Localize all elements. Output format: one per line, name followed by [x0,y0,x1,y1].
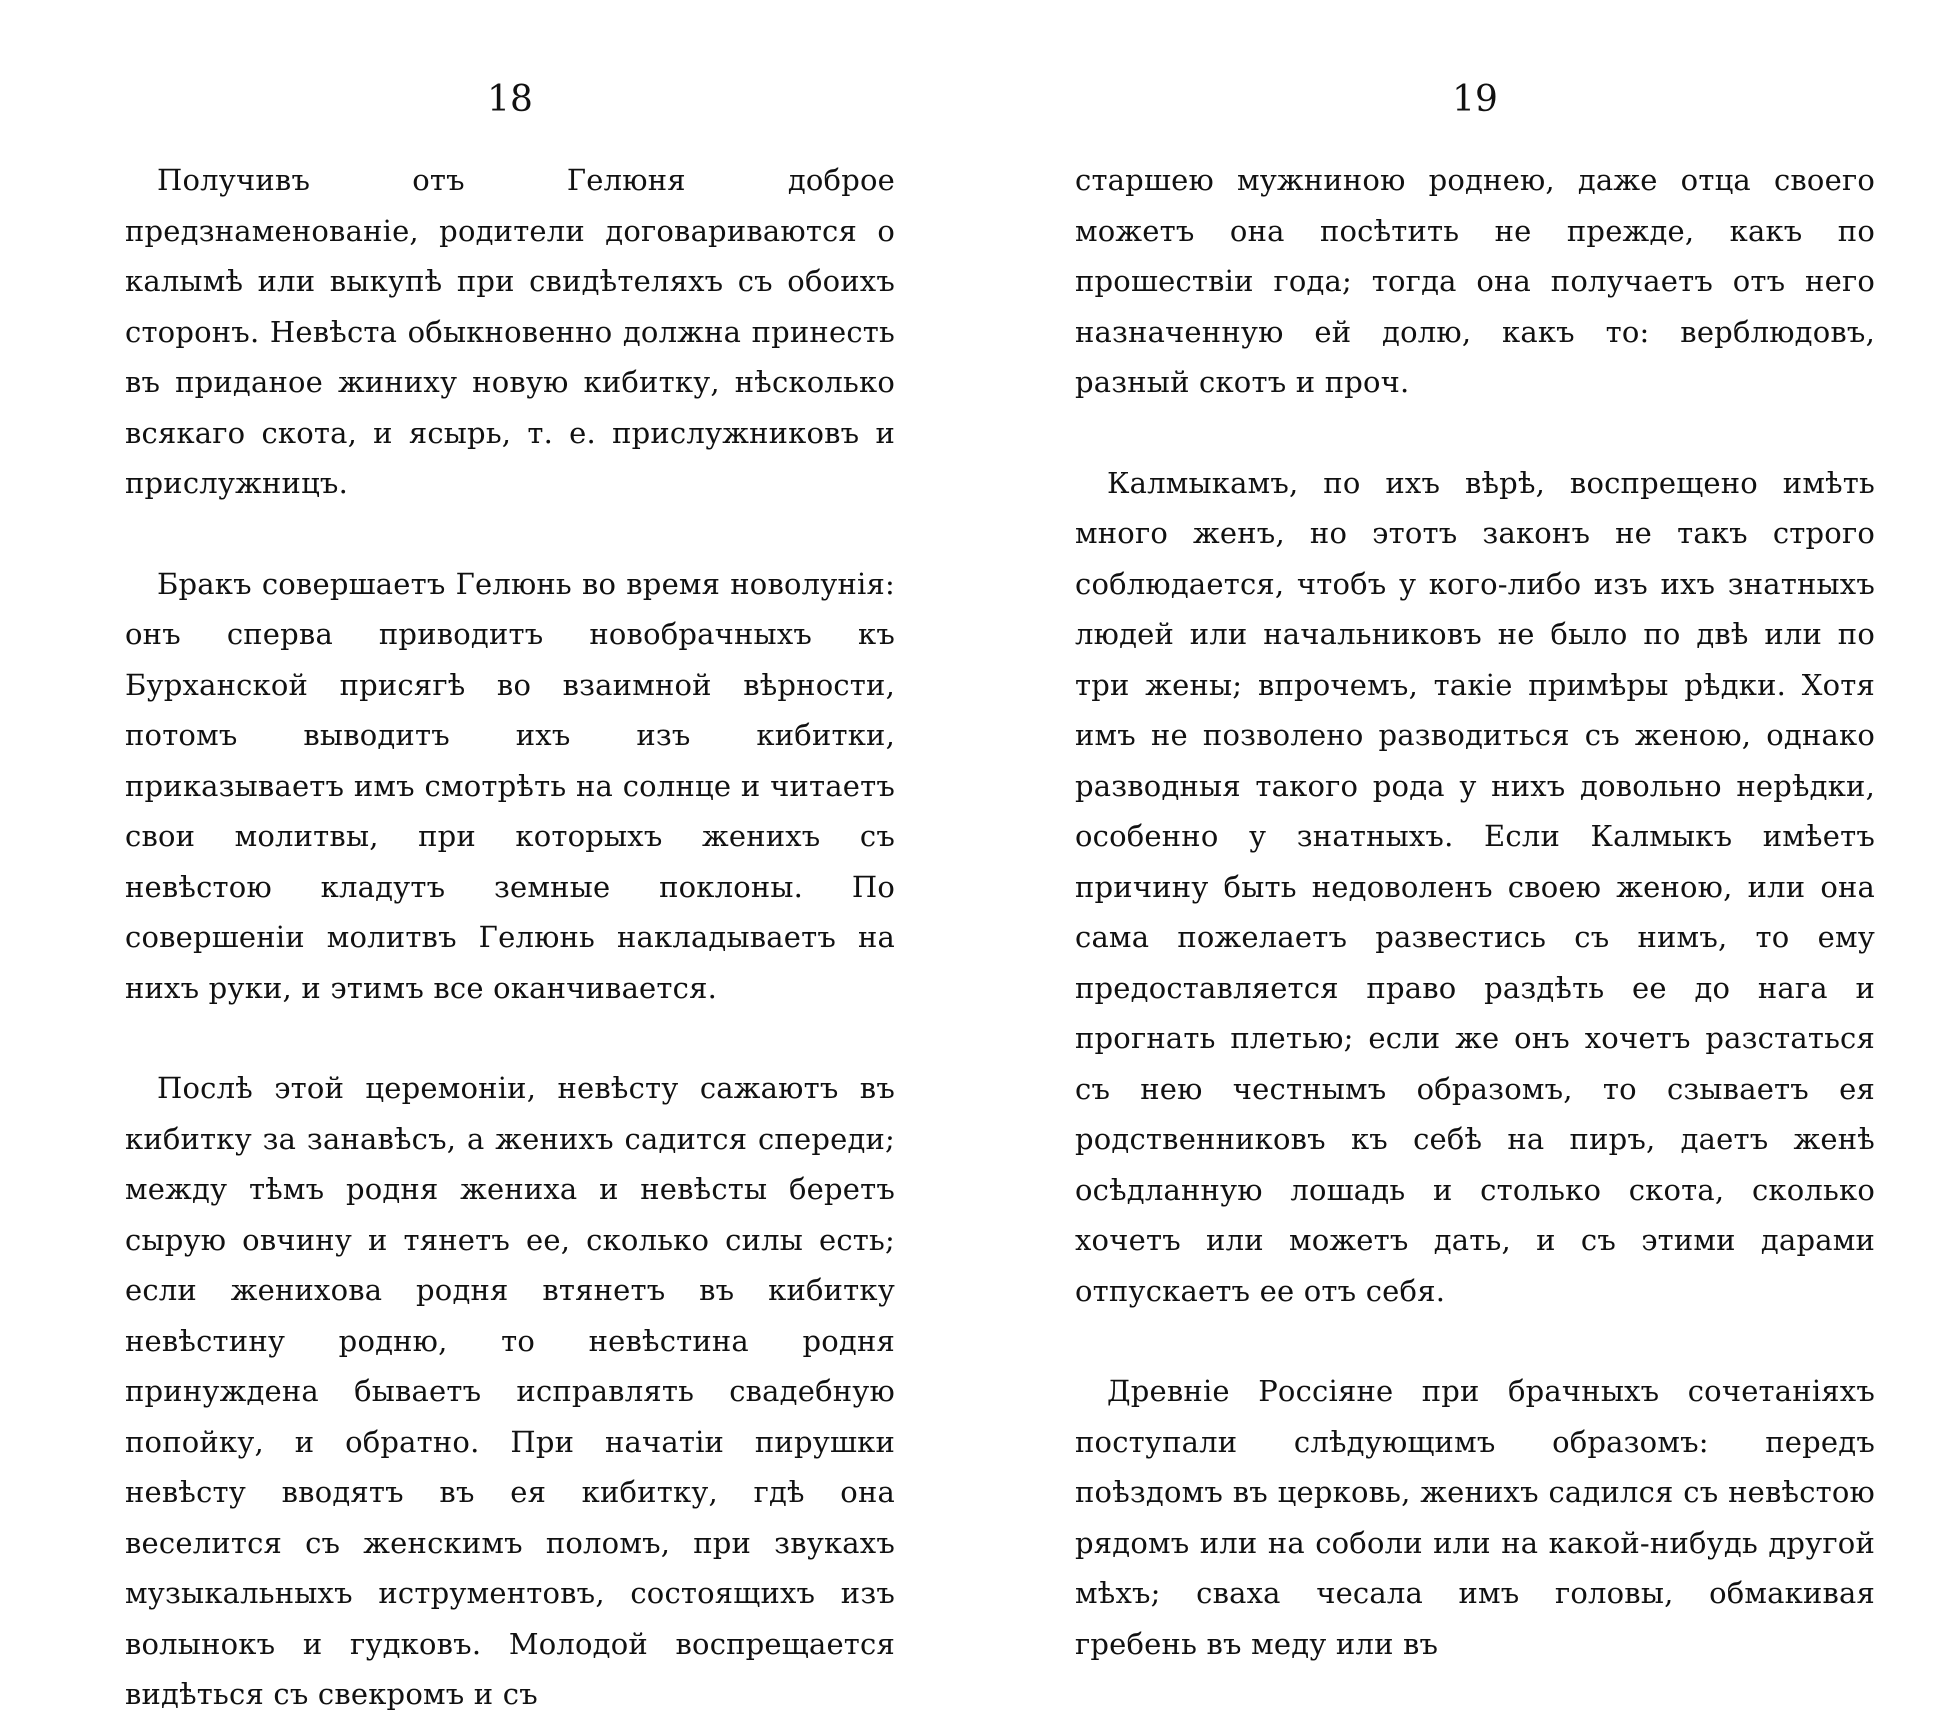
paragraph: Послѣ этой церемоніи, невѣсту сажаютъ въ кибитку за занавѣсъ, а женихъ садится спереди; между тѣмъ родня жениха и невѣсты беретъ сырую овчину и тянетъ ее, сколько силы есть; если жениховa родня втянетъ въ кибитку невѣстину родню, то невѣстина родня принуждена бываетъ исправлять свадебную попойку, и обратно. При начатіи пирушки невѣсту вводятъ въ ея кибитку, гдѣ она веселится съ женскимъ поломъ, при звукахъ музыкальныхъ иструментовъ, состоящихъ изъ волынокъ и гудковъ. Молодой воспрещается видѣться съ свекромъ и съ [125,1071,895,1711]
left-page-number: 18 [487,79,533,120]
paragraph: Древніе Россіяне при брачныхъ сочетаніяхъ поступали слѣдующимъ образомъ: передъ поѣздомъ въ церковь, женихъ садился съ невѣстою рядомъ или на соболи или на какой-нибудь другой мѣхъ; сваха чесала имъ головы, обмакивая гребень въ меду или въ [1075,1374,1875,1661]
left-page-text [125,155,895,1720]
paragraph: Бракъ совершаетъ Гелюнь во время новолунія: онъ сперва приводитъ новобрачныхъ къ Бурханской присягѣ во взаимной вѣрности, потомъ выводитъ ихъ изъ кибитки, приказываетъ имъ смотрѣть на солнце и читаетъ свои молитвы, при которыхъ женихъ съ невѣстою кладутъ земные поклоны. По совершеніи молитвъ Гелюнь накладываетъ на нихъ руки, и этимъ все оканчивается. [125,566,895,1005]
right-page-text [1075,155,1875,1669]
left-page [125,0,895,1711]
paragraph: Калмыкамъ, по ихъ вѣрѣ, воспрещено имѣть много женъ, но этотъ законъ не такъ строго соблюдается, чтобъ у кого-либо изъ ихъ знатныхъ людей или начальниковъ не было по двѣ или по три жены; впрочемъ, такіе примѣры рѣдки. Хотя имъ не позволено разводиться съ женою, однако разводныя такого рода у нихъ довольно нерѣдки, особенно у знатныхъ. Если Калмыкъ имѣетъ причину быть недоволенъ своею женою, или она сама пожелаетъ развестись съ нимъ, то ему предоставляется право раздѣть ее до нага и прогнать плетью; если же онъ хочетъ разстаться съ нею честнымъ образомъ, то сзываетъ ея родственниковъ къ себѣ на пиръ, даетъ женѣ осѣдланную лошадь и столько скота, сколько хочетъ или можетъ дать, и съ этими дарами отпускаетъ ее отъ себя. [1075,465,1875,1308]
right-page [1075,0,1875,1661]
paragraph: старшею мужниною роднею, даже отца своего можетъ она посѣтить не прежде, какъ по прошествіи года; тогда она получаетъ отъ него назначенную ей долю, какъ то: верблюдовъ, разный скотъ и проч. [1075,163,1875,399]
right-page-number: 19 [1452,79,1498,120]
paragraph: Получивъ отъ Гелюня доброе предзнаменованіе, родители договариваются о калымѣ или выкупѣ при свидѣтеляхъ съ обоихъ сторонъ. Невѣста обыкновенно должна принесть въ приданое жиниху новую кибитку, нѣсколько всякаго скота, и ясырь, т. е. прислужниковъ и прислужницъ. [125,163,895,500]
